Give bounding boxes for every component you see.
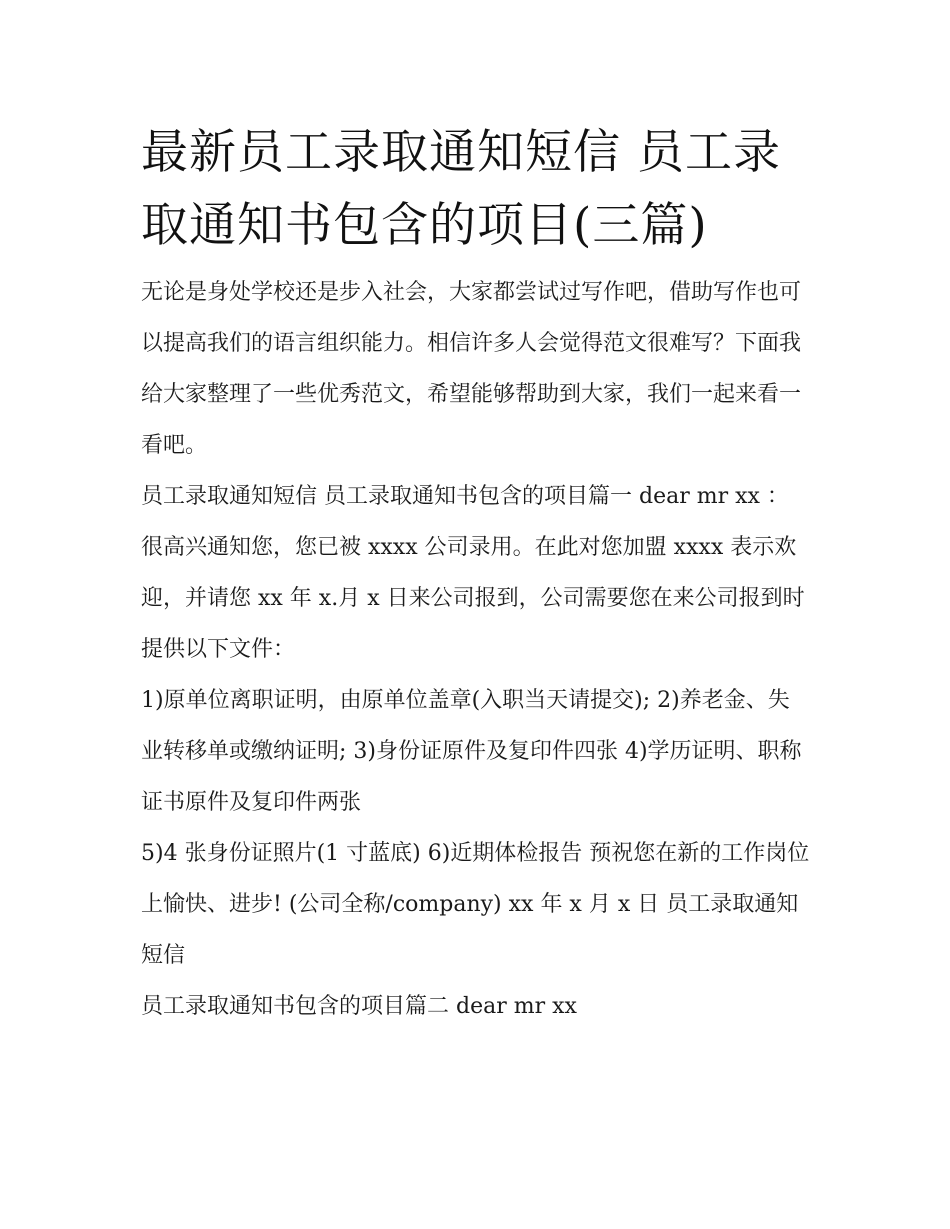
required-documents-paragraph: 1)原单位离职证明，由原单位盖章(入职当天请提交); 2)养老金、失业转移单或缴纳证明; 3)身份证原件及复印件四张 4)学历证明、职称证书原件及复印件两张 (141, 688, 802, 815)
intro-paragraph: 无论是身处学校还是步入社会，大家都尝试过写作吧，借助写作也可以提高我们的语言组织能力。相信许多人会觉得范文很难写？下面我给大家整理了一些优秀范文，希望能够帮助到大家，我们一起来看一看吧。 (141, 280, 802, 458)
closing-paragraph: 5)4 张身份证照片(1 寸蓝底) 6)近期体检报告 预祝您在新的工作岗位上愉快、进步! (公司全称/company) xx 年 x 月 x 日 员工录取通知短信 (141, 841, 810, 968)
document-title: 最新员工录取通知短信 员工录取通知书包含的项目(三篇) (141, 125, 781, 253)
document-body (141, 116, 811, 1032)
notice-paragraph: 很高兴通知您，您已被 xxxx 公司录用。在此对您加盟 xxxx 表示欢迎，并请您 xx 年 x.月 x 日来公司报到，公司需要您在来公司报到时提供以下文件： (141, 535, 805, 662)
section-one-heading: 员工录取通知短信 员工录取通知书包含的项目篇一 dear mr xx ： (141, 484, 789, 509)
section-two-heading: 员工录取通知书包含的项目篇二 dear mr xx (141, 994, 577, 1019)
